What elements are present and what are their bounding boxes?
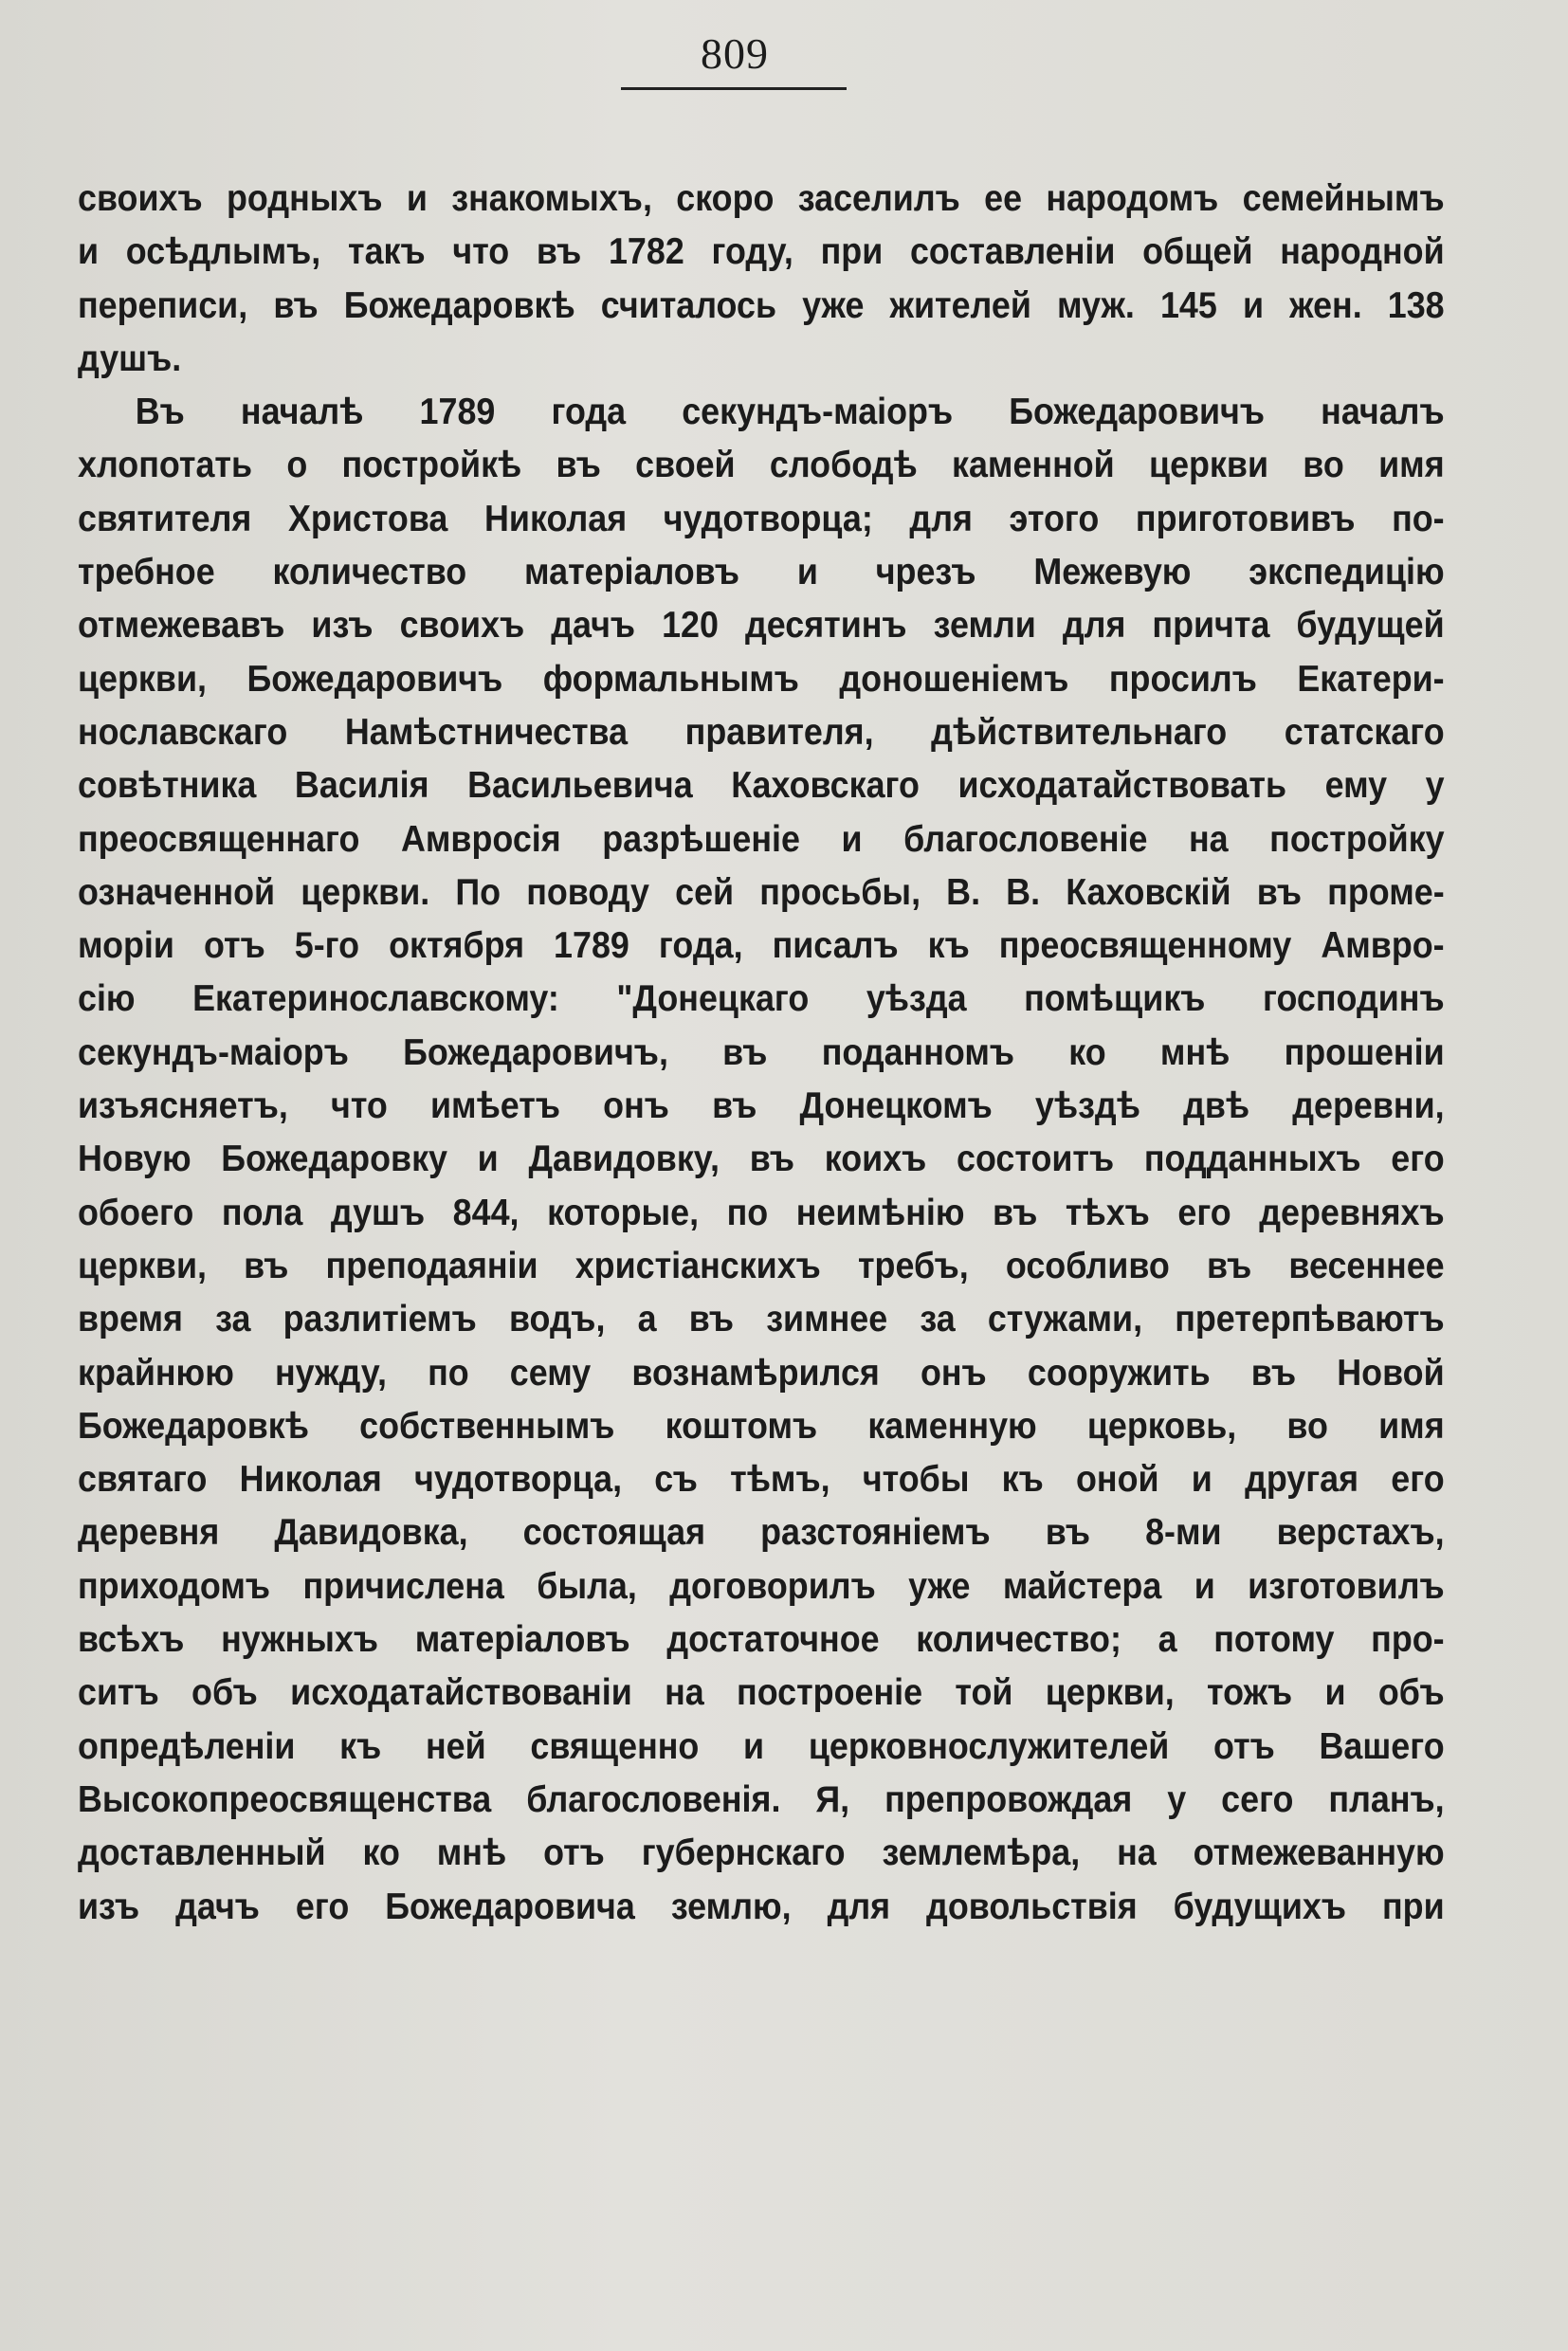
text-line: совѣтника Василія Васильевича Каховскаго исходатайствовать ему у — [78, 765, 1445, 807]
text-line: отмежевавъ изъ своихъ дачъ 120 десятинъ земли для причта будущей — [78, 605, 1445, 647]
body-text — [78, 173, 1445, 1934]
text-line: обоего пола душъ 844, которые, по неимѣнію въ тѣхъ его деревняхъ — [78, 1192, 1445, 1233]
text-line: сію Екатеринославскому: "Донецкаго уѣзда помѣщикъ господинъ — [78, 978, 1445, 1020]
text-line: опредѣленіи къ ней священно и церковнослужителей отъ Вашего — [78, 1725, 1445, 1767]
text-line: всѣхъ нужныхъ матеріаловъ достаточное количество; а потому про- — [78, 1619, 1445, 1661]
text-line: Божедаровкѣ собственнымъ коштомъ каменную церковь, во имя — [78, 1405, 1445, 1447]
text-line: Въ началѣ 1789 года секундъ-маіоръ Божедаровичъ началъ — [135, 392, 1445, 433]
text-line: означенной церкви. По поводу сей просьбы, В. В. Каховскій въ проме- — [78, 871, 1445, 913]
text-line: крайнюю нужду, по сему вознамѣрился онъ соорyжить въ Новой — [78, 1352, 1445, 1394]
text-line: святаго Николая чудотворца, съ тѣмъ, чтобы къ оной и другая его — [78, 1459, 1445, 1501]
text-line: изъ дачъ его Божедаровича землю, для довольствія будущихъ при — [78, 1886, 1445, 1927]
text-line: моріи отъ 5-го октября 1789 года, писалъ къ преосвященному Амвро- — [78, 925, 1445, 967]
text-line: переписи, въ Божедаровкѣ считалось уже жителей муж. 145 и жен. 138 — [78, 284, 1445, 326]
page-number-rule — [621, 87, 847, 90]
text-line: требное количество матеріаловъ и чрезъ Межевую экспедицію — [78, 552, 1445, 593]
text-line: своихъ родныхъ и знакомыхъ, скоро заселилъ ее народомъ семейнымъ — [78, 178, 1445, 219]
text-line: ситъ объ исходатайствованіи на построеніе той церкви, тожъ и объ — [78, 1672, 1445, 1714]
text-line: доставленный ко мнѣ отъ губернскаго землемѣра, на отмежеванную — [78, 1832, 1445, 1874]
text-line: Новую Божедаровку и Давидовку, въ коихъ состоитъ подданныхъ его — [78, 1139, 1445, 1180]
text-line: душъ. — [78, 337, 182, 379]
page-number: 809 — [701, 29, 769, 78]
text-line: изъясняетъ, что имѣетъ онъ въ Донецкомъ уѣздѣ двѣ деревни, — [78, 1085, 1445, 1127]
text-line: церкви, Божедаровичъ формальнымъ доношеніемъ просилъ Екатери- — [78, 658, 1445, 700]
text-line: преосвященнаго Амвросія разрѣшеніе и благословеніе на постройку — [78, 818, 1445, 860]
text-line: и осѣдлымъ, такъ что въ 1782 году, при составленіи общей народной — [78, 231, 1445, 273]
text-line: нославскаго Намѣстничества правителя, дѣйствительнаго статскаго — [78, 711, 1445, 753]
text-line: церкви, въ преподаяніи христіанскихъ требъ, особливо въ весеннее — [78, 1245, 1445, 1286]
text-line: святителя Христова Николая чудотворца; для этого приготовивъ по- — [78, 498, 1445, 539]
text-line: деревня Давидовка, состоящая разстояніемъ въ 8-ми верстахъ, — [78, 1512, 1445, 1554]
text-line: приходомъ причислена была, договорилъ уже майстера и изготовилъ — [78, 1565, 1445, 1607]
text-line: хлопотать о постройкѣ въ своей слободѣ каменной церкви во имя — [78, 445, 1445, 486]
text-line: Высокопреосвященства благословенія. Я, препровождая у сего планъ, — [78, 1778, 1445, 1820]
text-line: время за разлитіемъ водъ, а въ зимнее за стужами, претерпѣваютъ — [78, 1299, 1445, 1340]
text-line: секундъ-маіоръ Божедаровичъ, въ поданномъ ко мнѣ прошеніи — [78, 1031, 1445, 1073]
